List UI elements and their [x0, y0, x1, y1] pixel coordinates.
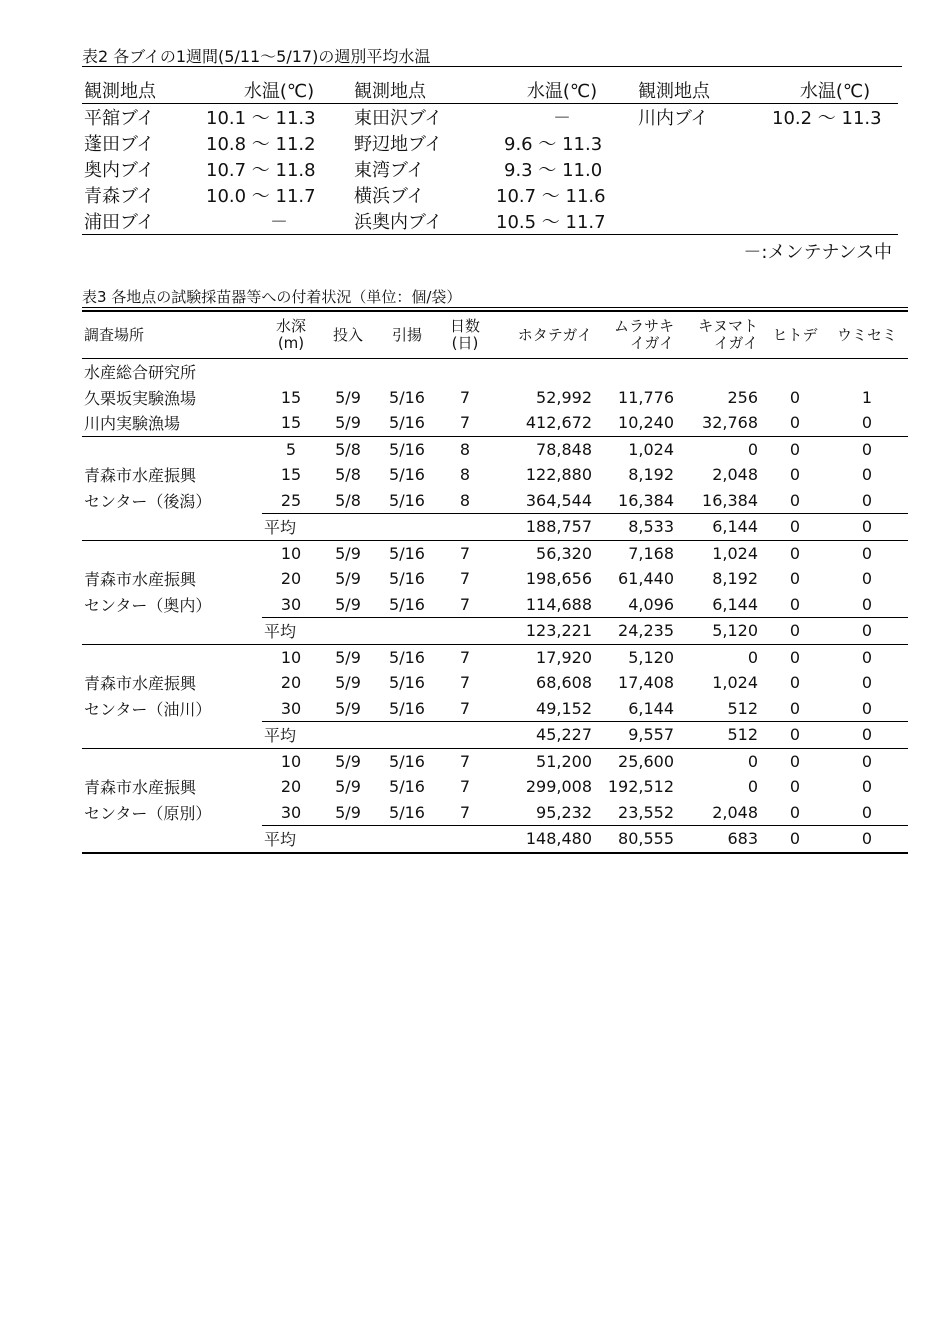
hotate-count: 114,688: [492, 592, 598, 618]
umisemi-count: 0: [826, 722, 908, 749]
empty-cell: [376, 359, 438, 385]
depth: 20: [280, 777, 302, 797]
kinumato-count: 1,024: [712, 543, 758, 563]
location-header-row: [82, 359, 908, 385]
station-name: [636, 208, 772, 235]
hotate-count: 51,200: [536, 751, 592, 771]
murasaki-count: 23,552: [598, 800, 680, 826]
table2-header-station-1: 観測地点: [82, 77, 206, 104]
temperature-range: －: [553, 108, 571, 129]
empty-cell: [376, 826, 438, 853]
empty-cell: [438, 359, 492, 385]
header-retrieve: 引揚: [376, 311, 438, 359]
station-name: [636, 156, 772, 182]
temperature-range: 10.8 ～ 11.2: [206, 134, 316, 155]
kinumato-count: 0: [747, 647, 758, 667]
average-label: 平均: [262, 618, 320, 645]
temperature-range: [772, 182, 898, 208]
data-row: [82, 488, 908, 514]
umisemi-count: 0: [826, 618, 908, 645]
location-name: 青森市水産振興: [84, 778, 197, 798]
deploy-date: 5/9: [320, 696, 376, 722]
empty-cell: [376, 514, 438, 541]
header-hotate: ホタテガイ: [492, 311, 598, 359]
umisemi-count: 0: [861, 673, 873, 693]
umisemi-count: 0: [861, 465, 873, 485]
location-name: センター（後潟）: [84, 492, 212, 511]
station-name: 蓬田ブイ: [84, 134, 155, 155]
data-row: [82, 774, 908, 800]
water-temperature-table: [82, 77, 898, 235]
days: 7: [459, 673, 471, 693]
retrieve-date: 5/16: [389, 387, 425, 407]
deploy-date: 5/8: [335, 465, 361, 485]
header-hitode: ヒトデ: [764, 311, 826, 359]
empty-cell: [320, 359, 376, 385]
hitode-count: 0: [764, 696, 826, 722]
deploy-date: 5/9: [335, 543, 361, 563]
retrieve-date: 5/16: [376, 410, 438, 436]
temperature-range: －: [206, 208, 352, 235]
empty-cell: [82, 618, 262, 645]
days: 7: [459, 647, 471, 667]
location-name: [82, 436, 262, 462]
table2-body: [82, 104, 898, 235]
kinumato-count: 683: [680, 826, 764, 853]
hitode-count: 0: [764, 410, 826, 436]
murasaki-count: 11,776: [618, 387, 674, 407]
hotate-count: 17,920: [536, 647, 592, 667]
average-row: [82, 514, 908, 541]
hotate-count: 56,320: [536, 543, 592, 563]
header-umisemi: ウミセミ: [826, 311, 908, 359]
hotate-count: 122,880: [525, 465, 592, 485]
header-depth-label: 水深: [275, 317, 306, 335]
hitode-count: 0: [789, 439, 801, 459]
station-name: 横浜ブイ: [354, 186, 425, 207]
umisemi-count: 0: [861, 543, 873, 563]
empty-cell: [320, 722, 376, 749]
data-row: [82, 385, 908, 411]
deploy-date: 5/9: [335, 777, 361, 797]
data-row: [82, 566, 908, 592]
station-name: [636, 130, 772, 156]
hotate-count: 198,656: [525, 569, 592, 589]
location-name: 青森市水産振興: [84, 570, 197, 590]
table2-row: [82, 130, 898, 156]
station-name: 東湾ブイ: [354, 160, 425, 181]
table2-header-temp-1: 水温(℃): [206, 77, 352, 104]
empty-cell: [376, 618, 438, 645]
deploy-date: 5/9: [320, 592, 376, 618]
header-location: 調査場所: [82, 311, 262, 359]
location-name: [82, 748, 262, 774]
days: 7: [438, 410, 492, 436]
temperature-range: [772, 208, 898, 235]
murasaki-count: 80,555: [598, 826, 680, 853]
depth: 10: [280, 647, 302, 667]
header-depth: [262, 311, 320, 359]
deploy-date: 5/9: [320, 800, 376, 826]
table2-header-station-3: 観測地点: [636, 77, 772, 104]
murasaki-count: 192,512: [607, 777, 674, 797]
empty-cell: [262, 359, 320, 385]
empty-cell: [82, 826, 262, 853]
murasaki-count: 8,533: [598, 514, 680, 541]
depth: 10: [280, 751, 302, 771]
temperature-range: 10.5 ～ 11.7: [488, 208, 636, 235]
days: 7: [438, 592, 492, 618]
retrieve-date: 5/16: [376, 800, 438, 826]
murasaki-count: 6,144: [598, 696, 680, 722]
depth: 30: [262, 696, 320, 722]
hitode-count: 0: [764, 488, 826, 514]
data-row: [82, 436, 908, 462]
location-name: 川内実験漁場: [82, 410, 262, 436]
retrieve-date: 5/16: [389, 569, 425, 589]
maintenance-note: －:メンテナンス中: [743, 242, 892, 263]
deploy-date: 5/9: [335, 673, 361, 693]
table3-body: [82, 359, 908, 853]
temperature-range: 10.7 ～ 11.8: [206, 160, 316, 181]
data-row: [82, 410, 908, 436]
empty-cell: [438, 722, 492, 749]
depth: 25: [262, 488, 320, 514]
kinumato-count: 5,120: [680, 618, 764, 645]
hotate-count: 412,672: [492, 410, 598, 436]
temperature-range: [772, 156, 898, 182]
depth: 10: [280, 543, 302, 563]
kinumato-count: 2,048: [712, 465, 758, 485]
empty-cell: [376, 722, 438, 749]
header-kinumato-line1: キヌマト: [698, 317, 758, 335]
murasaki-count: 5,120: [628, 647, 674, 667]
retrieve-date: 5/16: [376, 696, 438, 722]
empty-cell: [320, 618, 376, 645]
umisemi-count: 0: [826, 410, 908, 436]
table3-header-row: [82, 311, 908, 359]
depth: 5: [285, 439, 297, 459]
murasaki-count: 24,235: [598, 618, 680, 645]
kinumato-count: 0: [747, 439, 758, 459]
kinumato-count: 16,384: [680, 488, 764, 514]
deploy-date: 5/8: [335, 439, 361, 459]
days: 7: [459, 777, 471, 797]
header-murasaki-line2: イガイ: [629, 334, 674, 352]
hotate-count: 364,544: [492, 488, 598, 514]
depth: 20: [280, 569, 302, 589]
umisemi-count: 0: [826, 488, 908, 514]
umisemi-count: 0: [826, 592, 908, 618]
depth: 15: [280, 465, 302, 485]
retrieve-date: 5/16: [389, 751, 425, 771]
location-name: センター（原別）: [84, 804, 212, 823]
table2-row: [82, 156, 898, 182]
hitode-count: 0: [764, 514, 826, 541]
kinumato-count: 0: [747, 777, 758, 797]
average-label: 平均: [262, 514, 320, 541]
table2-header-station-2: 観測地点: [352, 77, 488, 104]
average-row: [82, 618, 908, 645]
header-days-unit: (日): [451, 334, 479, 352]
hotate-count: 188,757: [492, 514, 598, 541]
average-row: [82, 722, 908, 749]
average-label: 平均: [262, 722, 320, 749]
murasaki-count: 4,096: [598, 592, 680, 618]
hotate-count: 148,480: [492, 826, 598, 853]
depth: 15: [262, 410, 320, 436]
retrieve-date: 5/16: [389, 439, 425, 459]
umisemi-count: 0: [861, 647, 873, 667]
data-row: [82, 540, 908, 566]
table2-caption: 表2 各ブイの1週間(5/11～5/17)の週別平均水温: [82, 48, 902, 67]
deploy-date: 5/9: [335, 569, 361, 589]
table2-row: [82, 208, 898, 235]
kinumato-count: 512: [680, 722, 764, 749]
location-name: 久栗坂実験漁場: [84, 388, 197, 408]
average-label: 平均: [262, 826, 320, 853]
temperature-range: 10.0 ～ 11.7: [206, 186, 316, 207]
depth: 30: [262, 592, 320, 618]
hotate-count: 123,221: [492, 618, 598, 645]
deploy-date: 5/9: [335, 387, 361, 407]
kinumato-count: 512: [680, 696, 764, 722]
temperature-range: 10.2 ～ 11.3: [772, 108, 882, 129]
station-name: [636, 182, 772, 208]
hotate-count: 95,232: [492, 800, 598, 826]
header-kinumato: [680, 311, 764, 359]
temperature-range: 9.3 ～ 11.0: [504, 160, 603, 181]
hitode-count: 0: [764, 592, 826, 618]
temperature-range: [772, 130, 898, 156]
location-name: 青森市水産振興: [84, 466, 197, 486]
empty-cell: [598, 359, 680, 385]
hotate-count: 68,608: [536, 673, 592, 693]
data-row: [82, 800, 908, 826]
retrieve-date: 5/16: [389, 465, 425, 485]
umisemi-count: 0: [861, 439, 873, 459]
location-name: センター（油川）: [84, 700, 212, 719]
depth: 30: [262, 800, 320, 826]
temperature-range: 10.7 ～ 11.6: [496, 186, 606, 207]
data-row: [82, 748, 908, 774]
header-days: [438, 311, 492, 359]
deploy-date: 5/8: [320, 488, 376, 514]
umisemi-count: 0: [861, 777, 873, 797]
temperature-range: 9.6 ～ 11.3: [504, 134, 603, 155]
hotate-count: 49,152: [492, 696, 598, 722]
hitode-count: 0: [789, 673, 801, 693]
umisemi-count: 0: [861, 569, 873, 589]
retrieve-date: 5/16: [389, 777, 425, 797]
location-name: 青森市水産振興: [84, 674, 197, 694]
hitode-count: 0: [789, 751, 801, 771]
hitode-count: 0: [789, 647, 801, 667]
retrieve-date: 5/16: [389, 543, 425, 563]
header-depth-unit: (m): [277, 334, 305, 352]
murasaki-count: 1,024: [628, 439, 674, 459]
murasaki-count: 17,408: [618, 673, 674, 693]
data-row: [82, 644, 908, 670]
days: 7: [459, 543, 471, 563]
hitode-count: 0: [789, 465, 801, 485]
header-murasaki-line1: ムラサキ: [613, 317, 674, 335]
station-name: 青森ブイ: [84, 186, 155, 207]
hotate-count: 299,008: [525, 777, 592, 797]
data-row: [82, 462, 908, 488]
empty-cell: [492, 359, 598, 385]
data-row: [82, 670, 908, 696]
deploy-date: 5/9: [335, 751, 361, 771]
header-days-label: 日数: [449, 317, 480, 335]
location-name: [82, 644, 262, 670]
retrieve-date: 5/16: [376, 488, 438, 514]
station-name: 奥内ブイ: [84, 160, 155, 181]
murasaki-count: 10,240: [598, 410, 680, 436]
umisemi-count: 0: [826, 514, 908, 541]
data-row: [82, 696, 908, 722]
murasaki-count: 61,440: [618, 569, 674, 589]
kinumato-count: 0: [747, 751, 758, 771]
retrieve-date: 5/16: [389, 647, 425, 667]
header-kinumato-line2: イガイ: [713, 334, 758, 352]
empty-cell: [680, 359, 764, 385]
umisemi-count: 1: [861, 387, 873, 407]
location-name: 水産総合研究所: [84, 363, 197, 383]
temperature-range: 10.1 ～ 11.3: [206, 108, 316, 129]
days: 7: [459, 569, 471, 589]
header-murasaki: [598, 311, 680, 359]
umisemi-count: 0: [826, 696, 908, 722]
empty-cell: [438, 618, 492, 645]
days: 7: [438, 696, 492, 722]
table2-row: [82, 104, 898, 131]
kinumato-count: 256: [727, 387, 758, 407]
murasaki-count: 9,557: [598, 722, 680, 749]
days: 8: [459, 439, 471, 459]
days: 7: [459, 387, 471, 407]
station-name: 東田沢ブイ: [354, 108, 443, 129]
station-name: 野辺地ブイ: [354, 134, 443, 155]
empty-cell: [320, 826, 376, 853]
table2-row: [82, 182, 898, 208]
data-row: [82, 592, 908, 618]
empty-cell: [438, 826, 492, 853]
location-name: センター（奥内）: [84, 596, 212, 615]
murasaki-count: 8,192: [628, 465, 674, 485]
kinumato-count: 32,768: [680, 410, 764, 436]
hitode-count: 0: [764, 826, 826, 853]
hitode-count: 0: [764, 722, 826, 749]
table3-caption: 表3 各地点の試験採苗器等への付着状況（単位：個/袋）: [82, 288, 908, 308]
kinumato-count: 2,048: [680, 800, 764, 826]
header-deploy: 投入: [320, 311, 376, 359]
days: 8: [459, 465, 471, 485]
station-name: 浜奥内ブイ: [352, 208, 488, 235]
umisemi-count: 0: [826, 800, 908, 826]
hotate-count: 78,848: [536, 439, 592, 459]
station-name: 浦田ブイ: [82, 208, 206, 235]
station-name: 川内ブイ: [638, 108, 709, 129]
days: 7: [438, 800, 492, 826]
murasaki-count: 7,168: [628, 543, 674, 563]
kinumato-count: 6,144: [680, 592, 764, 618]
retrieve-date: 5/16: [376, 592, 438, 618]
hitode-count: 0: [789, 569, 801, 589]
hitode-count: 0: [789, 543, 801, 563]
umisemi-count: 0: [826, 826, 908, 853]
murasaki-count: 16,384: [598, 488, 680, 514]
empty-cell: [82, 514, 262, 541]
deploy-date: 5/9: [335, 647, 361, 667]
days: 7: [459, 751, 471, 771]
hitode-count: 0: [789, 387, 801, 407]
empty-cell: [82, 722, 262, 749]
depth: 15: [280, 387, 302, 407]
hotate-count: 52,992: [536, 387, 592, 407]
hitode-count: 0: [764, 800, 826, 826]
kinumato-count: 8,192: [712, 569, 758, 589]
location-name: [82, 540, 262, 566]
average-row: [82, 826, 908, 853]
depth: 20: [280, 673, 302, 693]
umisemi-count: 0: [861, 751, 873, 771]
empty-cell: [764, 359, 826, 385]
murasaki-count: 25,600: [618, 751, 674, 771]
hitode-count: 0: [789, 777, 801, 797]
table2-header-row: [82, 77, 898, 104]
empty-cell: [826, 359, 908, 385]
empty-cell: [320, 514, 376, 541]
days: 8: [438, 488, 492, 514]
table2-header-temp-3: 水温(℃): [772, 77, 898, 104]
attachment-status-table: [82, 310, 908, 854]
table2-header-temp-2: 水温(℃): [488, 77, 636, 104]
deploy-date: 5/9: [320, 410, 376, 436]
station-name: 平舘ブイ: [84, 108, 155, 129]
empty-cell: [438, 514, 492, 541]
hitode-count: 0: [764, 618, 826, 645]
retrieve-date: 5/16: [389, 673, 425, 693]
kinumato-count: 1,024: [712, 673, 758, 693]
hotate-count: 45,227: [492, 722, 598, 749]
kinumato-count: 6,144: [680, 514, 764, 541]
